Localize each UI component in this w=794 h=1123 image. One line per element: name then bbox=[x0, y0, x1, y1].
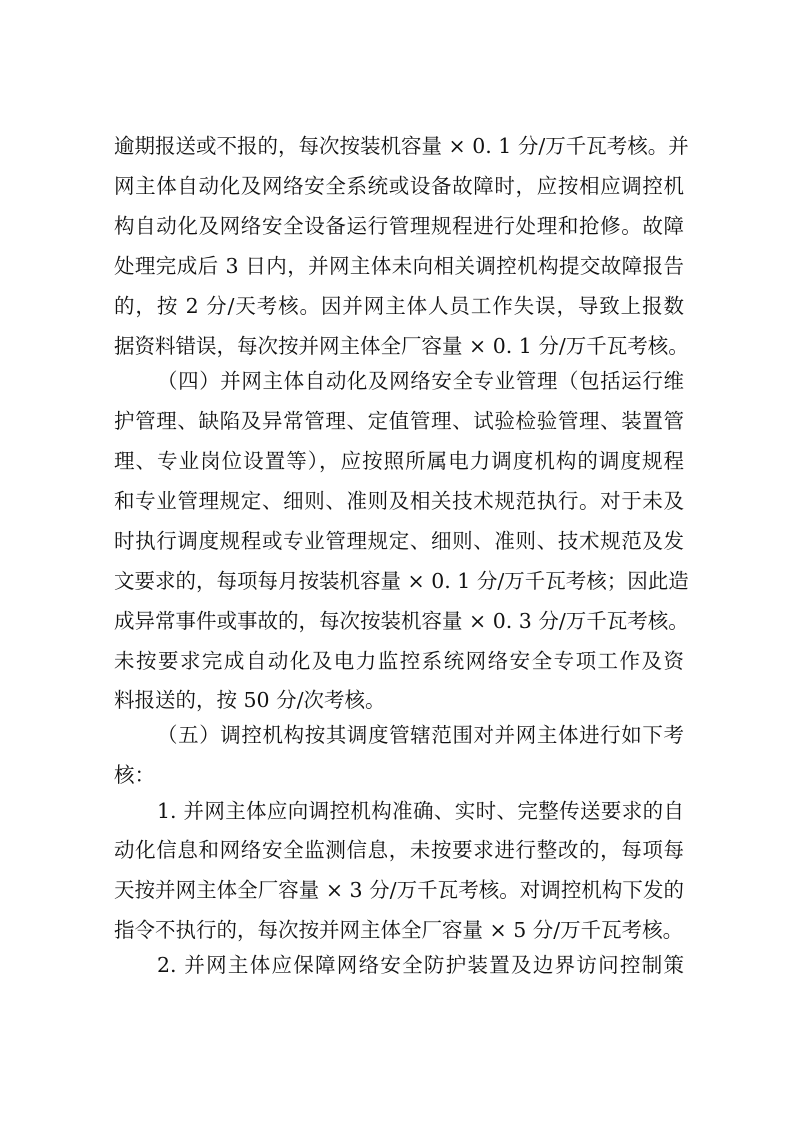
paragraph-line: 处理完成后 3 日内，并网主体未向相关调控机构提交故障报告 bbox=[114, 254, 684, 278]
paragraph-line: 和专业管理规定、细则、准则及相关技术规范执行。对于未及 bbox=[114, 489, 684, 513]
paragraph-line: 料报送的，按 50 分/次考核。 bbox=[114, 688, 386, 712]
paragraph-line: 据资料错误，每次按并网主体全厂容量 × 0. 1 分/万千瓦考核。 bbox=[114, 334, 689, 358]
paragraph-line: 动化信息和网络安全监测信息，未按要求进行整改的，每项每 bbox=[114, 838, 684, 862]
item-one-line: 1. 并网主体应向调控机构准确、实时、完整传送要求的自 bbox=[157, 799, 684, 823]
paragraph-line: 指令不执行的，每次按并网主体全厂容量 × 5 分/万千瓦考核。 bbox=[114, 918, 684, 942]
paragraph-line: 逾期报送或不报的，每次按装机容量 × 0. 1 分/万千瓦考核。并 bbox=[114, 134, 689, 158]
paragraph-line: 成异常事件或事故的，每次按装机容量 × 0. 3 分/万千瓦考核。 bbox=[114, 609, 689, 633]
item-two-line: 2. 并网主体应保障网络安全防护装置及边界访问控制策 bbox=[157, 953, 684, 977]
paragraph-line: 理、专业岗位设置等），应按照所属电力调度机构的调度规程 bbox=[114, 449, 684, 473]
paragraph-line: 天按并网主体全厂容量 × 3 分/万千瓦考核。对调控机构下发的 bbox=[114, 878, 684, 902]
paragraph-line: 构自动化及网络安全设备运行管理规程进行处理和抢修。故障 bbox=[114, 214, 684, 238]
paragraph-line: 时执行调度规程或专业管理规定、细则、准则、技术规范及发 bbox=[114, 529, 684, 553]
section-four-heading-line: （四）并网主体自动化及网络安全专业管理（包括运行维 bbox=[157, 369, 684, 393]
paragraph-line: 文要求的，每项每月按装机容量 × 0. 1 分/万千瓦考核；因此造 bbox=[114, 569, 689, 593]
paragraph-line: 未按要求完成自动化及电力监控系统网络安全专项工作及资 bbox=[114, 649, 684, 673]
paragraph-line: 核： bbox=[114, 763, 155, 787]
section-five-heading-line: （五）调控机构按其调度管辖范围对并网主体进行如下考 bbox=[157, 723, 684, 747]
paragraph-line: 护管理、缺陷及异常管理、定值管理、试验检验管理、装置管 bbox=[114, 409, 684, 433]
paragraph-line: 的，按 2 分/天考核。因并网主体人员工作失误，导致上报数 bbox=[114, 294, 684, 318]
paragraph-line: 网主体自动化及网络安全系统或设备故障时，应按相应调控机 bbox=[114, 174, 684, 198]
